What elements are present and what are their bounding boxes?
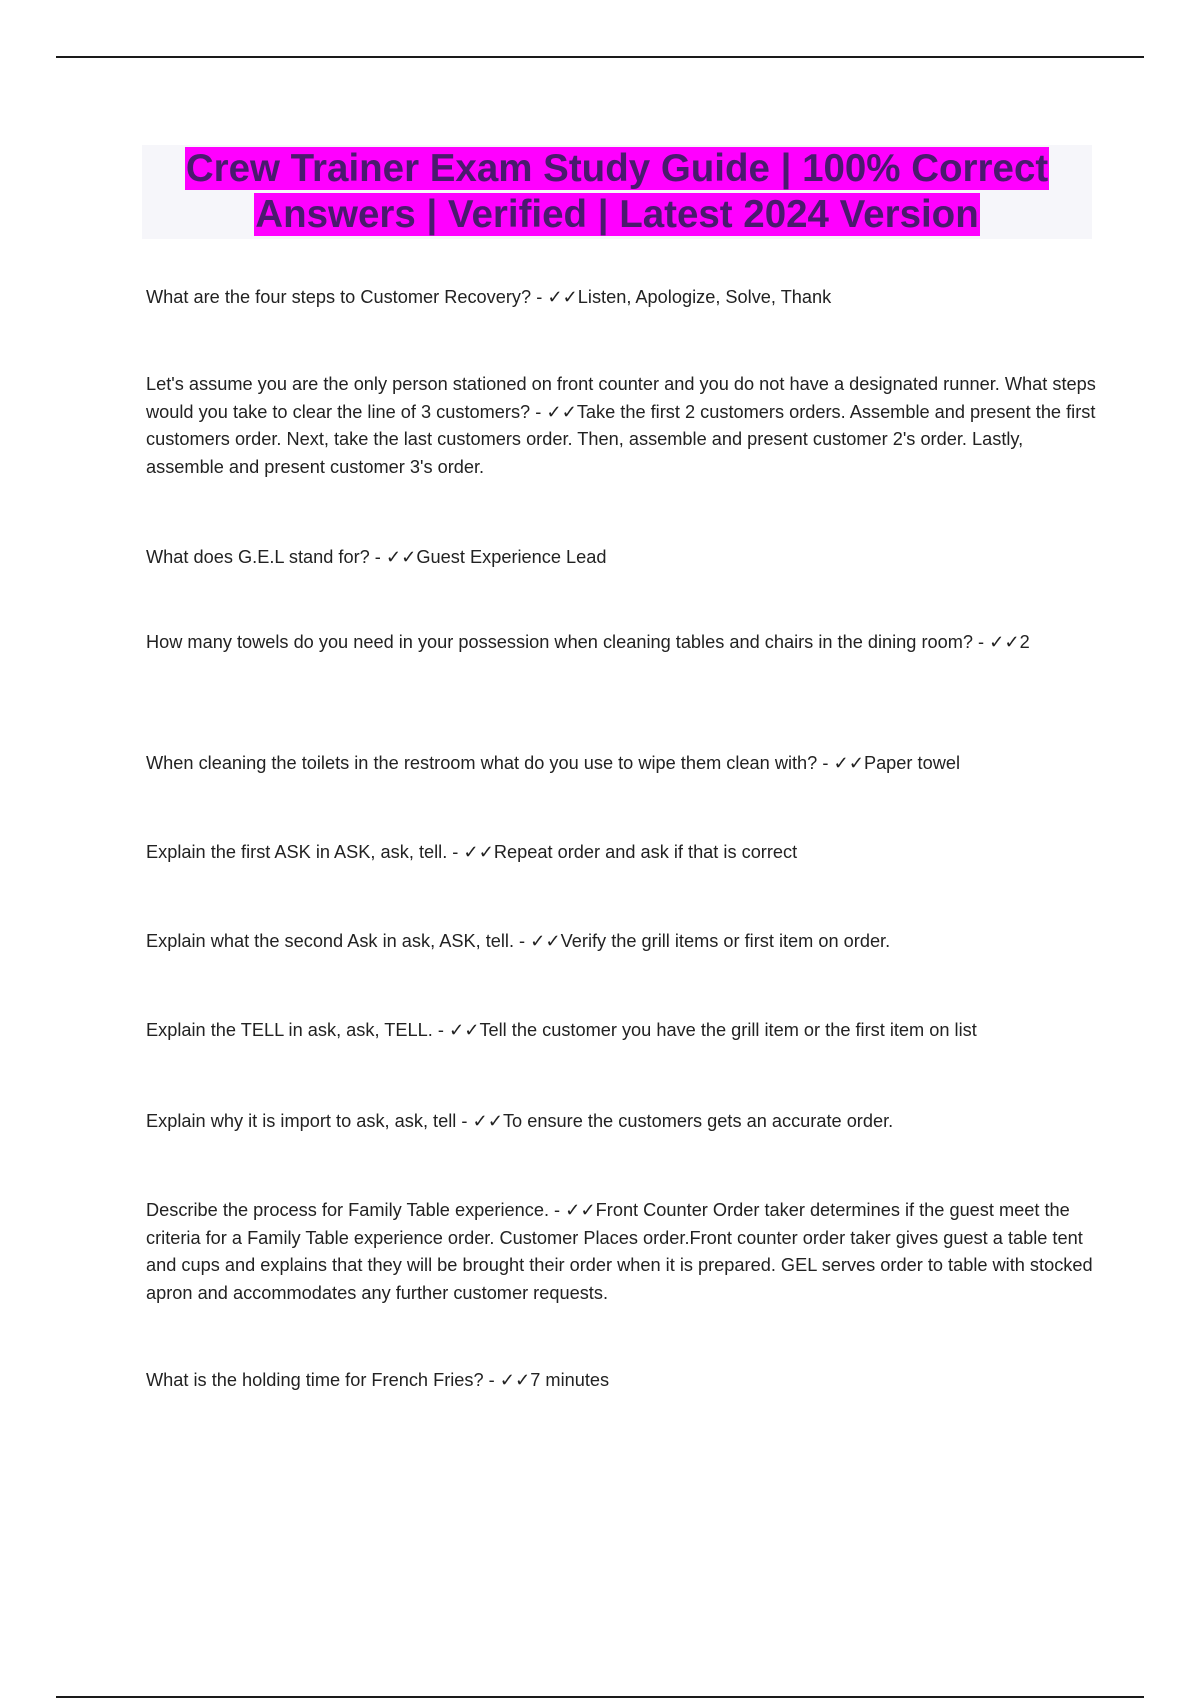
check-icon: ✓✓ xyxy=(565,1200,596,1220)
qa-item-3 xyxy=(146,544,1096,572)
page-title xyxy=(142,145,1092,238)
question: Explain what the second Ask in ask, ASK, tell. - xyxy=(146,931,531,951)
question: Explain the first ASK in ASK, ask, tell. - xyxy=(146,842,464,862)
question: What does G.E.L stand for? - xyxy=(146,547,386,567)
answer: Tell the customer you have the grill item or the first item on list xyxy=(479,1020,977,1040)
question: How many towels do you need in your possession when cleaning tables and chairs in the dining room? - xyxy=(146,632,990,652)
answer: Verify the grill items or first item on order. xyxy=(560,931,891,951)
question: When cleaning the toilets in the restroom what do you use to wipe them clean with? - xyxy=(146,753,834,773)
answer: 7 minutes xyxy=(530,1370,610,1390)
question: What are the four steps to Customer Recovery? - xyxy=(146,287,548,307)
check-icon: ✓✓ xyxy=(448,1020,480,1040)
check-icon: ✓✓ xyxy=(989,632,1020,652)
qa-item-11 xyxy=(146,1367,1096,1395)
check-icon: ✓✓ xyxy=(463,842,494,862)
title-line-2: Answers | Verified | Latest 2024 Version xyxy=(255,193,979,236)
qa-item-5 xyxy=(146,750,1096,778)
qa-item-8 xyxy=(146,1017,1096,1045)
top-rule xyxy=(56,56,1144,58)
answer: To ensure the customers gets an accurate order. xyxy=(502,1111,894,1131)
question: What is the holding time for French Fries? - xyxy=(146,1370,500,1390)
answer: 2 xyxy=(1019,632,1030,652)
question: Describe the process for Family Table experience. - xyxy=(146,1200,566,1220)
answer: Repeat order and ask if that is correct xyxy=(493,842,798,862)
title-box xyxy=(142,145,1092,239)
check-icon: ✓✓ xyxy=(472,1111,503,1131)
qa-item-1 xyxy=(146,284,1096,312)
question: Let's assume you are the only person stationed on front counter and you do not have a designated runner. What steps would you take to clear the line of 3 customers? - xyxy=(146,374,1096,422)
answer: Guest Experience Lead xyxy=(416,547,607,567)
qa-item-2 xyxy=(146,371,1096,481)
qa-item-10 xyxy=(146,1197,1096,1307)
bottom-rule xyxy=(56,1696,1144,1698)
question: Explain why it is import to ask, ask, tell - xyxy=(146,1111,473,1131)
question: Explain the TELL in ask, ask, TELL. - xyxy=(146,1020,449,1040)
answer: Take the first 2 customers orders. Assemble and present the first customers order. Next, take the last customers order. Then, assemble and present customer 2's order. Lastly, assemble and present customer 3's order. xyxy=(146,401,1096,477)
check-icon: ✓✓ xyxy=(530,931,561,951)
qa-item-7 xyxy=(146,928,1096,956)
title-line-1: Crew Trainer Exam Study Guide | 100% Correct xyxy=(185,147,1049,190)
check-icon: ✓✓ xyxy=(833,753,864,773)
check-icon: ✓✓ xyxy=(546,401,577,422)
answer: Listen, Apologize, Solve, Thank xyxy=(577,287,832,307)
qa-item-9 xyxy=(146,1108,1096,1136)
qa-item-4 xyxy=(146,629,1096,657)
qa-item-6 xyxy=(146,839,1096,867)
check-icon: ✓✓ xyxy=(547,287,578,307)
check-icon: ✓✓ xyxy=(385,547,417,567)
answer: Paper towel xyxy=(863,753,960,773)
check-icon: ✓✓ xyxy=(499,1370,531,1390)
answer: Front Counter Order taker determines if the guest meet the criteria for a Family Table experience order. Customer Places order.Front counter order taker gives guest a table tent and cups and explains that they will be brought their order when it is prepared. GEL serves order to table with stocked apron and accommodates any further customer requests. xyxy=(146,1200,1093,1303)
